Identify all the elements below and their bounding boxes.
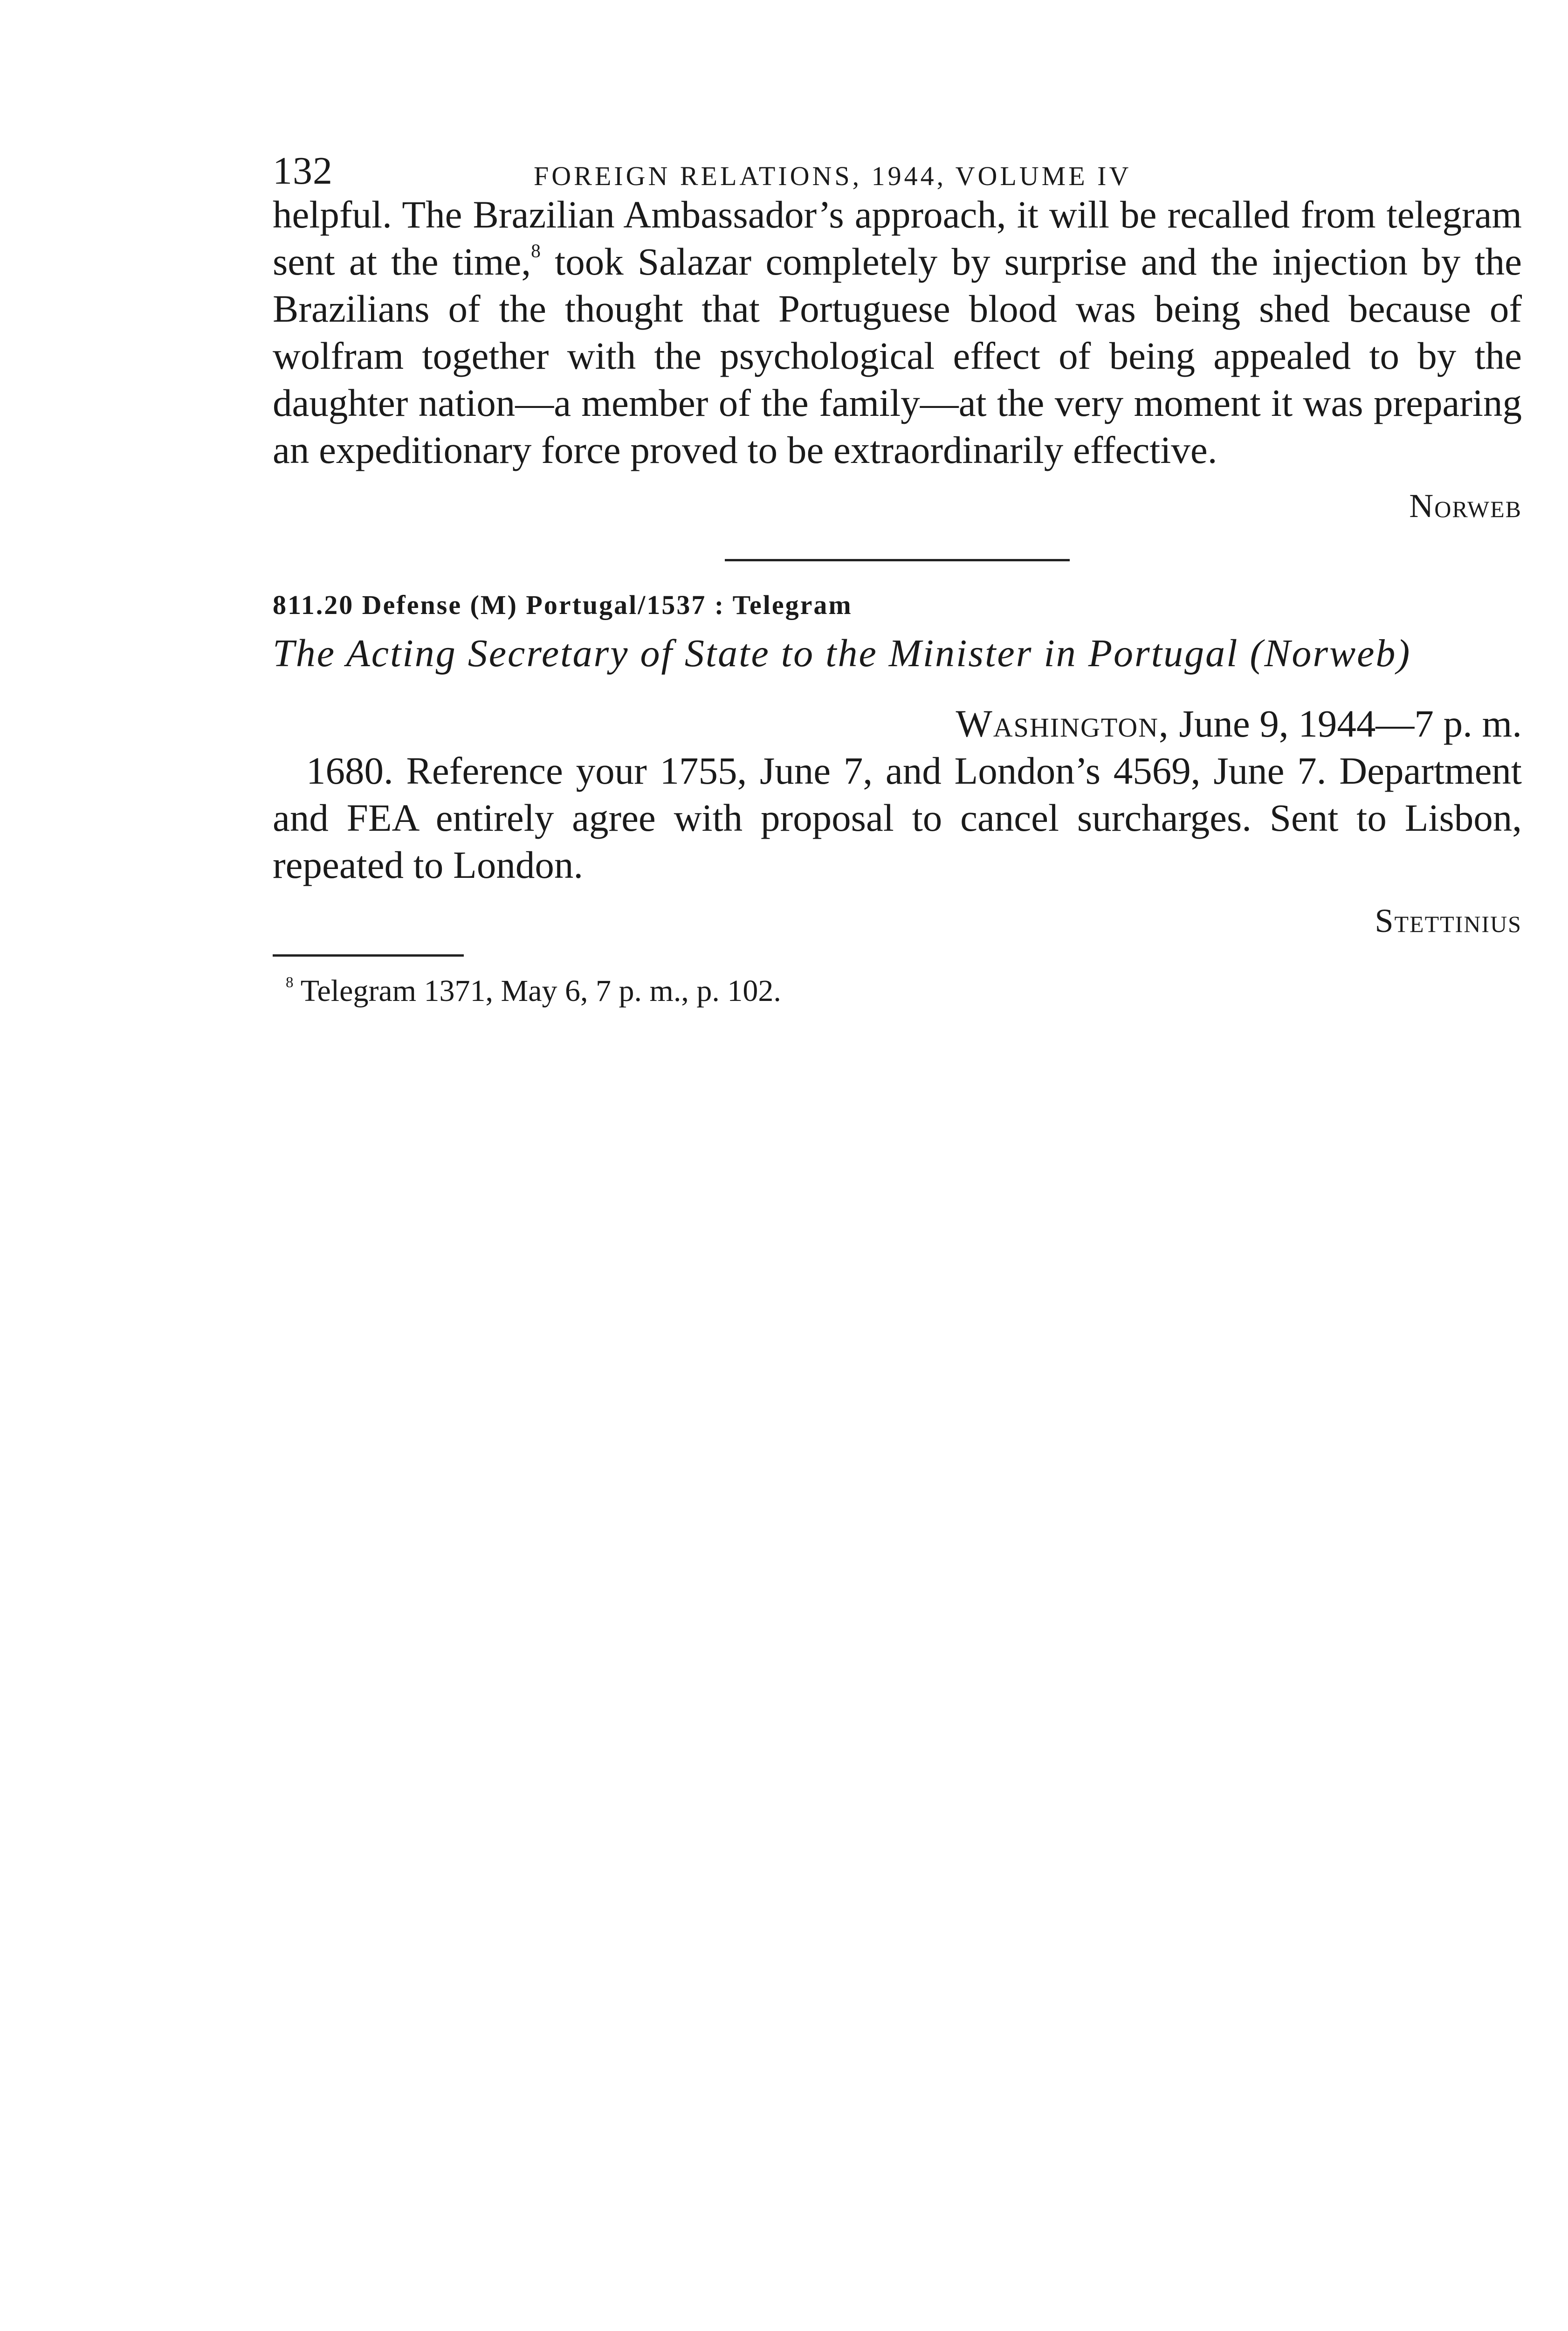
footnote-marker: 8: [286, 974, 294, 991]
signature-norweb: Norweb: [1409, 487, 1522, 524]
running-head: FOREIGN RELATIONS, 1944, VOLUME IV: [534, 161, 1132, 191]
telegram-body: 1680. Reference your 1755, June 7, and London’s 4569, June 7. Department and FEA entirely agree with proposal to cancel surcharges. Sent to Lisbon, repeated to London.: [273, 749, 1522, 886]
dateline-time: June 9, 1944—7 p. m.: [1169, 702, 1522, 745]
page-header: [273, 140, 1522, 191]
document-page: [273, 140, 1522, 1011]
section-divider: [725, 559, 1070, 561]
dateline: [273, 700, 1522, 747]
footnote-divider: [273, 954, 464, 957]
footnote: [273, 972, 1522, 1011]
footnote-text: Telegram 1371, May 6, 7 p. m., p. 102.: [293, 974, 781, 1008]
dateline-place: Washington,: [956, 702, 1169, 745]
document-title: The Acting Secretary of State to the Minister in Portugal (Norweb): [273, 632, 1411, 675]
footnote-reference: 8: [531, 240, 541, 262]
paragraph-text-end: took Salazar completely by surprise and the injection by the Brazilians of the thought that Portuguese blood was being shed because of wolfram together with the psychological effect of being appealed to by the daughter nation—a member of the family—at the very moment it was preparing an expeditionary force proved to be extraordinarily effective.: [273, 240, 1522, 471]
paragraph-text-start: helpful. The Brazilian Ambassador’s approach, it will be recalled from telegram sent at the time,: [273, 193, 1522, 283]
signature-stettinius: Stettinius: [1375, 902, 1522, 939]
page-number: 132: [273, 149, 333, 193]
file-reference: 811.20 Defense (M) Portugal/1537 : Telegram: [273, 590, 853, 620]
continued-paragraph: [273, 191, 1522, 474]
